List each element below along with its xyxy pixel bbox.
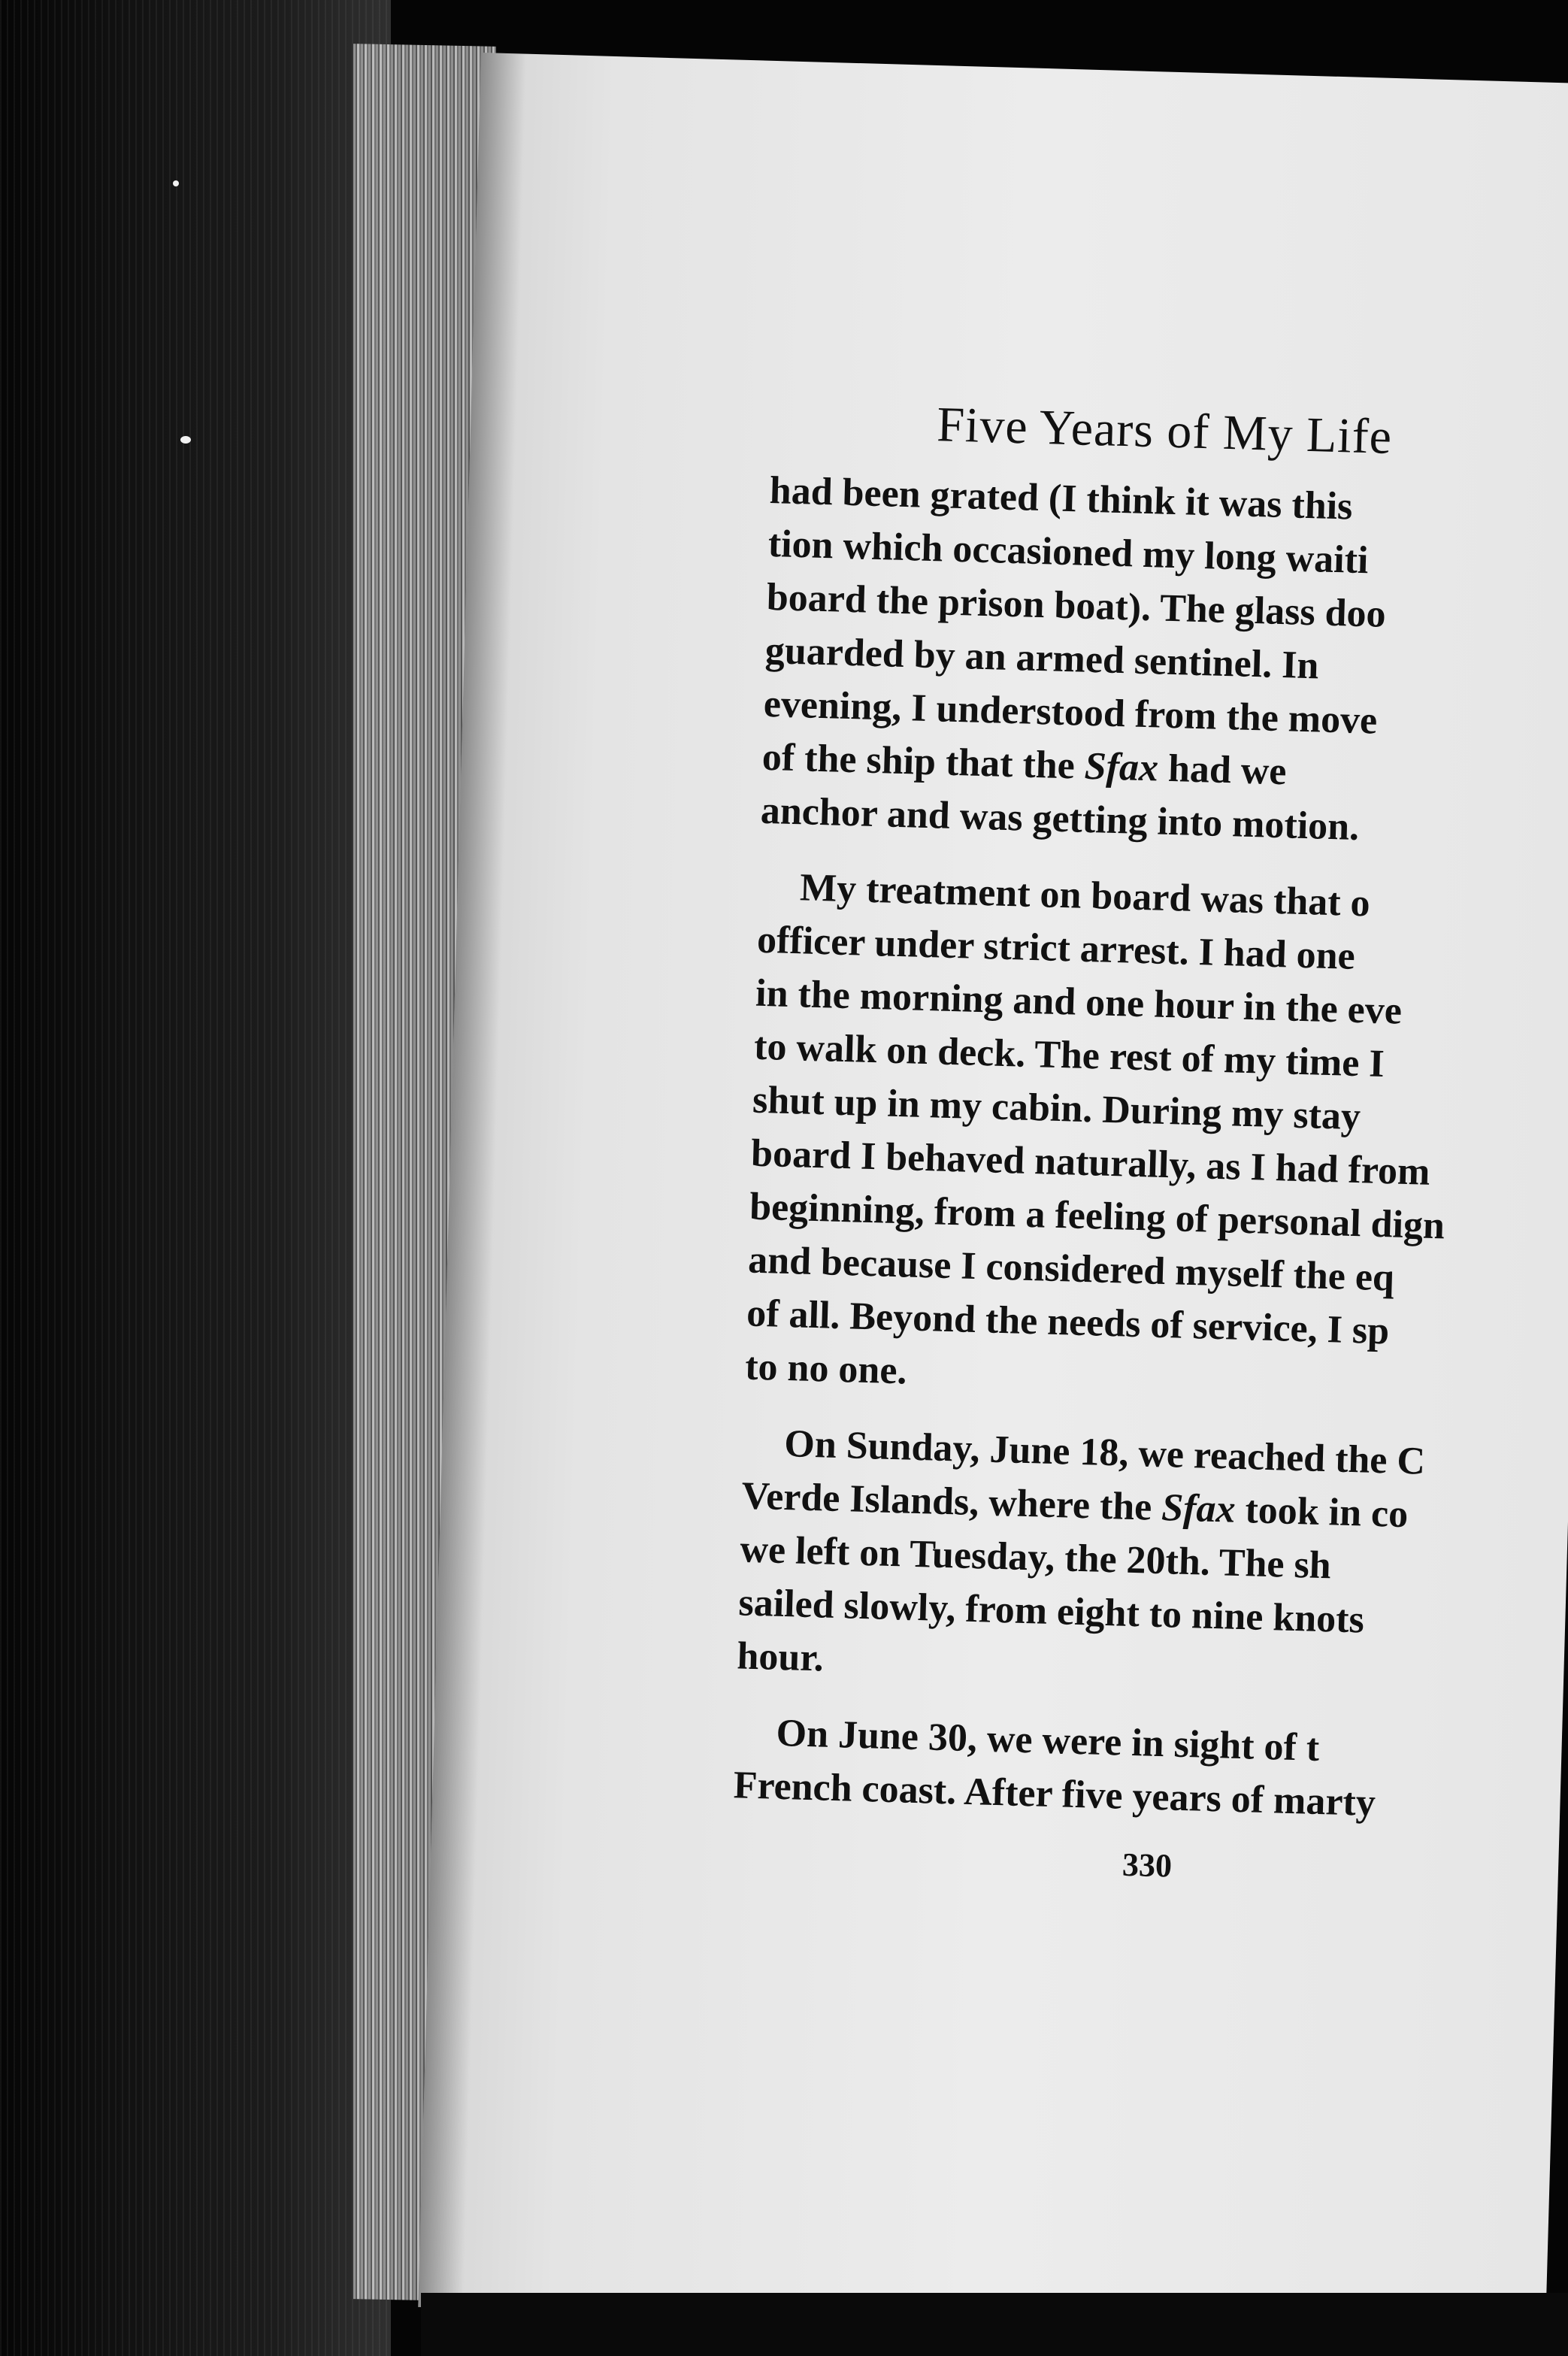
running-head: Five Years of My Life (936, 397, 1394, 465)
text-line: to no one. (744, 1345, 908, 1393)
text-line: hour. (736, 1634, 825, 1680)
text-line: On Sunday, June 18, we reached the C (783, 1422, 1426, 1483)
text-line: sailed slowly, from eight to nine knots (737, 1581, 1365, 1642)
paragraph-1 (760, 464, 1568, 862)
text-line: evening, I understood from the move (763, 682, 1378, 743)
text-line: Verde Islands, where the Sfax took in co (740, 1474, 1409, 1537)
text-line: we left on Tuesday, the 20th. The sh (739, 1528, 1332, 1588)
dust-speck (180, 436, 191, 444)
text-line: and because I considered myself the eq (747, 1238, 1395, 1300)
text-line: guarded by an armed sentinel. In (764, 628, 1320, 688)
paragraph-2 (744, 860, 1568, 1419)
book-cover-background (0, 0, 391, 2356)
text-line: board I behaved naturally, as I had from (750, 1131, 1431, 1194)
dust-speck (173, 180, 179, 186)
text-line: had been grated (I think it was this (769, 468, 1354, 528)
book-page (418, 53, 1568, 2339)
text-line: of all. Beyond the needs of service, I sp (746, 1292, 1390, 1353)
text-line: On June 30, we were in sight of t (775, 1711, 1320, 1770)
text-line: anchor and was getting into motion. (760, 789, 1360, 849)
text-line: tion which occasioned my long waiti (767, 522, 1370, 583)
text-line: board the prison boat). The glass doo (766, 575, 1387, 636)
page-text (731, 392, 1568, 1898)
text-line: My treatment on board was that o (799, 866, 1371, 925)
text-line: French coast. After five years of marty (732, 1764, 1376, 1825)
text-line: beginning, from a feeling of personal dign (749, 1185, 1445, 1248)
paragraph-3 (737, 1416, 1568, 1707)
text-line: of the ship that the Sfax had we (761, 735, 1288, 794)
text-line: shut up in my cabin. During my stay (752, 1078, 1361, 1139)
text-line: in the morning and one hour in the eve (755, 971, 1403, 1033)
page-number: 330 (1122, 1846, 1173, 1885)
text-line: officer under strict arrest. I had one (756, 918, 1356, 978)
paragraph-4 (733, 1705, 1568, 1837)
ship-name: Sfax (1084, 744, 1159, 790)
ship-name: Sfax (1161, 1486, 1237, 1531)
text-line: to walk on deck. The rest of my time I (753, 1025, 1385, 1086)
bottom-shadow (421, 2293, 1568, 2356)
